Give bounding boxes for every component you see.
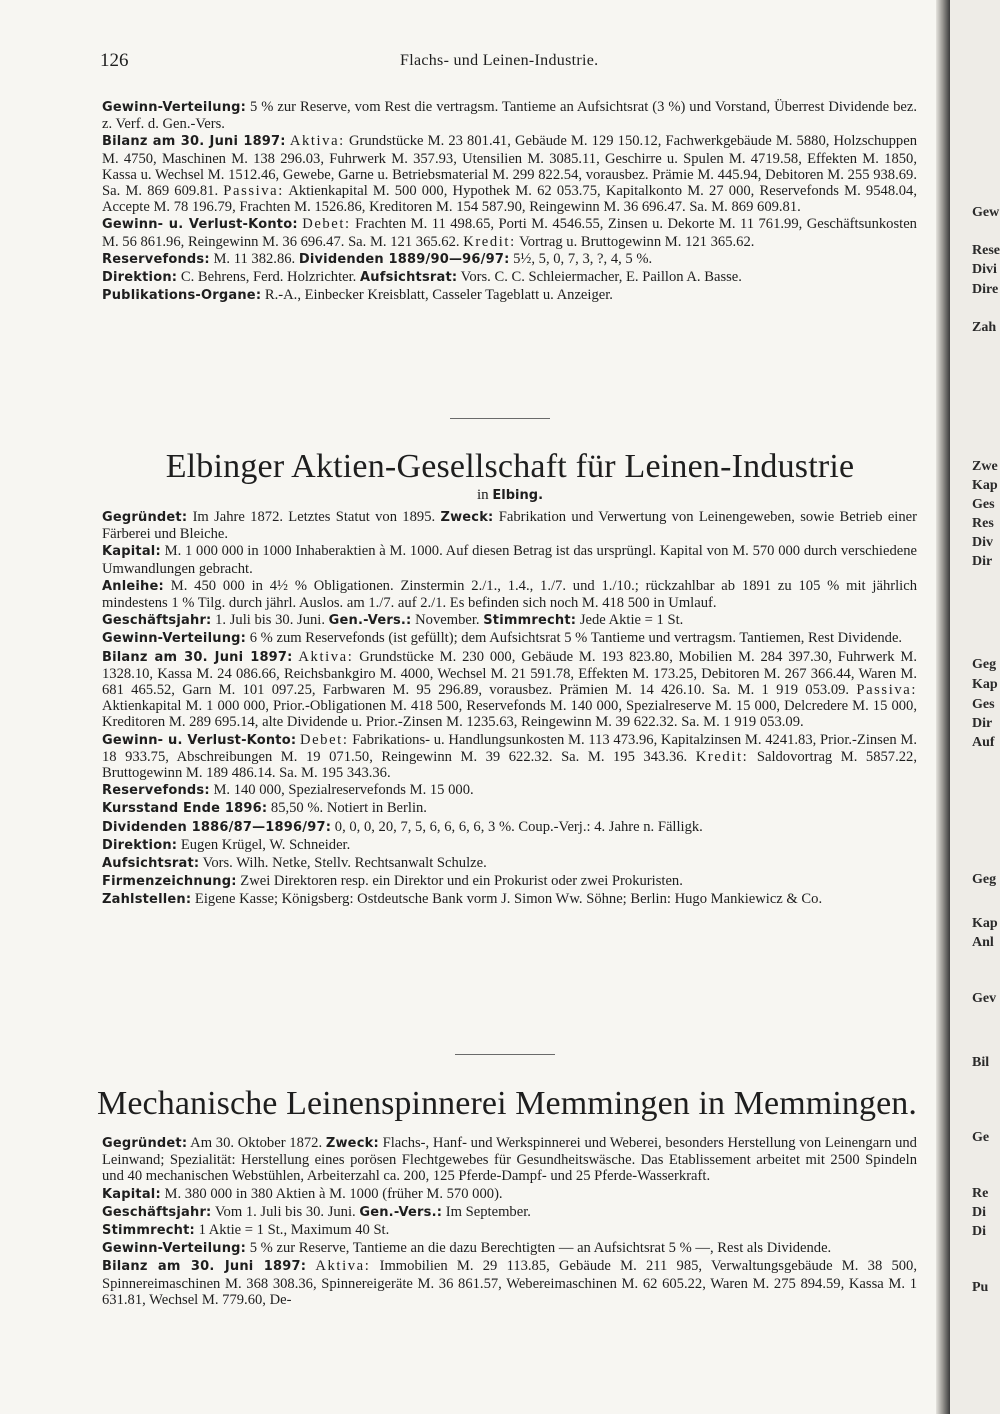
adjacent-page-fragment: Zah (972, 320, 997, 335)
adjacent-page-fragment: Bil (972, 1055, 990, 1070)
field-text: Am 30. Oktober 1872. (190, 1135, 323, 1151)
field-text: 6 % zum Reservefonds (ist gefüllt); dem Aufsichtsrat 5 % Tantieme und vertragsm. Tantiemen, Rest Dividende. (249, 630, 903, 647)
adjacent-page-fragment: Geg (972, 657, 997, 672)
field-text: Vors. C. C. Schleiermacher, E. Paillon A. Basse. (460, 269, 742, 286)
field-text: R.-A., Einbecker Kreisblatt, Casseler Tageblatt u. Anzeiger. (264, 287, 613, 304)
field-label: Dividenden 1886/87—1896/97: (102, 819, 332, 835)
field-text: Vors. Wilh. Netke, Stellv. Rechtsanwalt Schulze. (202, 855, 487, 872)
stimmrecht-paragraph (102, 1222, 917, 1239)
adjacent-page-fragment: Ge (972, 1130, 990, 1145)
gegruendet-paragraph (102, 509, 917, 542)
passiva-word: Passiva: (856, 682, 917, 699)
adjacent-page-fragment: Zwe (972, 459, 998, 474)
field-label: Direktion: (102, 837, 178, 853)
field-label: Stimmrecht: (483, 613, 577, 629)
field-label: Gegründet: (102, 510, 188, 525)
direktion-paragraph (102, 269, 917, 286)
adjacent-page-fragment: Div (972, 535, 993, 550)
adjacent-page-fragment: Gew (972, 205, 1000, 220)
field-label: Stimmrecht: (102, 1223, 195, 1239)
field-label: Anleihe: (102, 578, 164, 594)
field-text: Flachs-, Hanf- und Werkspinnerei und Weberei, besonders Herstellung von Leinengarn und Leinwand; Spezialität: Herstellung eines porösen Flechtgewebes für Gesundheitswäsche. Das Etablissement arbeitet mit 2500 Spindeln und 40 mechanischen Webstühlen, Arbeiterzahl ca. 200, 125 Pferde-Dampf- und 25 Pferde-Wasserkraft. (102, 1135, 917, 1185)
gewinn-verlust-paragraph (102, 216, 917, 249)
adjacent-page-fragment: Res (972, 516, 994, 531)
field-text: M. 450 000 in 4½ % Obligationen. Zinstermin 2./1., 1.4., 1./7. und 1./10.; rückzahlbar ab 1891 zu 105 % mit jährlich mindestens 1 % Tilg. durch jährl. Auslos. am 1./7. auf 2./1. Es befinden sich noch M. 418 500 in Umlauf. (102, 577, 918, 612)
aktiva-word: Aktiva: (298, 648, 354, 665)
field-text: M. 380 000 in 380 Aktien à M. 1000 (früher M. 570 000). (164, 1185, 503, 1202)
bilanz-paragraph (102, 1258, 917, 1308)
passiva-word: Passiva: (223, 183, 284, 200)
debet-text: Frachten M. 11 498.65, Porti M. 4546.55, Zinsen u. Dekorte M. 11 761.99, Geschäftsunkosten M. 56 861.96, Reingewinn M. 36 696.47. Sa. M. 121 365.62. (102, 216, 917, 250)
adjacent-page-fragment: Rese (972, 243, 1000, 258)
bilanz-paragraph (102, 133, 917, 215)
field-label: Aufsichtsrat: (102, 856, 200, 872)
field-label: Bilanz am 30. Juni 1897: (102, 649, 293, 665)
field-label: Reservefonds: (102, 251, 210, 267)
field-text: Im September. (445, 1203, 531, 1220)
field-text: Im Jahre 1872. Letztes Statut von 1895. (192, 509, 436, 525)
field-text: M. 11 382.86. (213, 250, 296, 267)
field-label: Gewinn-Verteilung: (102, 1241, 247, 1257)
zahlstellen-paragraph (102, 891, 917, 908)
running-head: Flachs- und Leinen-Industrie. (400, 52, 599, 69)
adjacent-page-fragment: Di (972, 1224, 986, 1239)
field-text: 5 % zur Reserve, Tantieme an die dazu Berechtigten — an Aufsichtsrat 5 % —, Rest als Dividende. (249, 1240, 832, 1257)
aktiva-word: Aktiva: (289, 133, 345, 150)
reserve-dividenden-paragraph (102, 251, 917, 268)
gewinn-verteilung-paragraph (102, 630, 917, 647)
company-title: Mechanische Leinenspinnerei Memmingen in Memmingen. (97, 1085, 917, 1122)
field-text: Fabrikation und Verwertung von Leinengeweben, sowie Betrieb einer Färberei und Bleiche. (102, 509, 917, 543)
field-text: 5 % zur Reserve, vom Rest die vertragsm. Tantieme an Aufsichtsrat (3 %) und Vorstand, Überrest Dividende bez. z. Verf. d. Gen.-Vers. (102, 99, 917, 133)
section-divider (450, 418, 550, 419)
location-prefix: in (476, 487, 489, 503)
field-label: Firmenzeichnung: (102, 874, 237, 890)
field-label: Gen.-Vers.: (328, 613, 412, 629)
adjacent-page-fragment: Kap (972, 478, 998, 493)
gegruendet-paragraph (102, 1135, 917, 1185)
company-entry-elbinger (102, 509, 917, 909)
field-label: Gewinn- u. Verlust-Konto: (102, 732, 297, 748)
adjacent-page-fragment: Dire (972, 282, 999, 297)
field-label: Gen.-Vers.: (359, 1204, 443, 1220)
adjacent-page-fragment: Dir (972, 554, 993, 569)
geschaeftsjahr-paragraph (102, 612, 917, 629)
passiva-text: Aktienkapital M. 1 000 000, Prior.-Obligationen M. 418 500, Reservefonds M. 140 000, Spezialreserve M. 15 000, Delcredere M. 15 000, Kreditoren M. 289 695.14, alte Dividende u. Prior.-Zinsen M. 1235.63, Reingewinn M. 39 622.32. Sa. M. 1 919 053.09. (102, 698, 917, 731)
kredit-text: Saldovortrag M. 5857.22, Bruttogewinn M. 189 486.14. Sa. M. 195 343.36. (102, 748, 917, 782)
adjacent-page-fragment: Ges (972, 497, 995, 512)
firmenzeichnung-paragraph (102, 873, 917, 890)
anleihe-paragraph (102, 578, 917, 611)
field-label: Geschäftsjahr: (102, 1204, 212, 1220)
gewinn-verteilung-paragraph (102, 99, 917, 132)
adjacent-page-fragment: Ges (972, 697, 995, 712)
kapital-paragraph (102, 543, 917, 576)
adjacent-page-fragment: Geg (972, 872, 997, 887)
field-text: C. Behrens, Ferd. Holzrichter. (180, 269, 357, 286)
field-label: Bilanz am 30. Juni 1897: (102, 1259, 307, 1275)
field-label: Gegründet: (102, 1136, 188, 1151)
company-title: Elbinger Aktien-Gesellschaft für Leinen-Industrie (165, 448, 855, 485)
page-header (100, 50, 920, 76)
field-text: Eigene Kasse; Königsberg: Ostdeutsche Bank vorm J. Simon Ww. Söhne; Berlin: Hugo Mankiewicz & Co. (194, 891, 823, 908)
reservefonds-paragraph (102, 782, 917, 799)
field-text: Vom 1. Juli bis 30. Juni. (214, 1203, 356, 1220)
field-label: Zweck: (325, 1136, 379, 1151)
location-name: Elbing. (492, 488, 544, 503)
field-text: 1. Juli bis 30. Juni. (215, 612, 325, 629)
field-text: 0, 0, 0, 20, 7, 5, 6, 6, 6, 6, 3 %. Coup.-Verj.: 4. Jahre n. Fälligk. (334, 818, 703, 835)
aufsichtsrat-paragraph (102, 855, 917, 872)
adjacent-page-fragment: Anl (972, 935, 994, 950)
field-text: Eugen Krügel, W. Schneider. (180, 836, 351, 853)
field-text: Jede Aktie = 1 St. (579, 612, 684, 629)
field-label: Zweck: (440, 510, 494, 525)
company-entry-memmingen (102, 1135, 917, 1308)
field-label: Kapital: (102, 1186, 161, 1202)
book-gutter (936, 0, 950, 1414)
adjacent-page-fragment: Re (972, 1186, 989, 1201)
passiva-text: Aktienkapital M. 500 000, Hypothek M. 62 053.75, Kapitalkonto M. 27 000, Reservefonds M. 9548.04, Accepte M. 78 196.79, Frachten M. 1526.86, Kreditoren M. 154 587.90, Reingewinn M. 36 696.47. Sa. M. 869 609.81. (102, 183, 918, 216)
field-label: Gewinn-Verteilung: (102, 631, 247, 647)
field-text: 85,50 %. Notiert in Berlin. (270, 800, 427, 817)
field-label: Bilanz am 30. Juni 1897: (102, 134, 286, 150)
aktiva-text: Immobilien M. 29 113.85, Gebäude M. 211 985, Verwaltungsgebäude M. 38 500, Spinnereimaschinen M. 368 308.36, Spinnereigeräte M. 36 861.57, Webereimaschinen M. 62 605.22, Waren M. 275 894.59, Kassa M. 1 631.81, Wechsel M. 779.60, De- (102, 1258, 917, 1308)
adjacent-page-fragment: Kap (972, 677, 998, 692)
adjacent-page-fragment: Gev (972, 991, 997, 1006)
geschaeftsjahr-paragraph (102, 1204, 917, 1221)
kapital-paragraph (102, 1186, 917, 1203)
section-divider (455, 1054, 555, 1055)
field-text: Zwei Direktoren resp. ein Direktor und ein Prokurist oder zwei Prokuristen. (240, 873, 683, 890)
field-label: Kursstand Ende 1896: (102, 801, 268, 817)
field-text: 1 Aktie = 1 St., Maximum 40 St. (198, 1222, 390, 1239)
field-label: Gewinn-Verteilung: (102, 100, 247, 115)
bilanz-paragraph (102, 649, 917, 731)
kredit-word: Kredit: (463, 233, 516, 250)
field-label: Reservefonds: (102, 783, 210, 799)
debet-word: Debet: (299, 731, 349, 748)
adjacent-page-fragment: Kap (972, 916, 998, 931)
field-text: 5½, 5, 0, 7, 3, ?, 4, 5 %. (513, 250, 653, 267)
field-text: M. 140 000, Spezialreservefonds M. 15 000. (213, 782, 474, 799)
field-label: Gewinn- u. Verlust-Konto: (102, 217, 298, 233)
aktiva-word: Aktiva: (315, 1258, 371, 1275)
kredit-text: Vortrag u. Bruttogewinn M. 121 365.62. (519, 233, 755, 250)
field-label: Kapital: (102, 544, 161, 560)
field-label: Dividenden 1889/90—96/97: (298, 251, 510, 267)
debet-text: Fabrikations- u. Handlungsunkosten M. 113 473.96, Kapitalzinsen M. 4241.83, Prior.-Zinsen M. 18 933.75, Abschreibungen M. 19 071.50, Reingewinn M. 39 622.32. Sa. M. 195 343.36. (102, 731, 917, 765)
field-text: M. 1 000 000 in 1000 Inhaberaktien à M. 1000. Auf diesen Betrag ist das ursprüngl. Kapital von M. 570 000 durch verschiedene Umwandlungen gebracht. (102, 543, 917, 577)
debet-word: Debet: (302, 216, 351, 233)
aktiva-text: Grundstücke M. 23 801.41, Gebäude M. 129 150.12, Fachwerkgebäude M. 5880, Holzschuppen M. 4750, Maschinen M. 138 296.03, Fuhrwerk M. 357.93, Utensilien M. 3085.11, Geschirre u. Spulen M. 4719.58, Effekten M. 1850, Kassa u. Wechsel M. 1512.46, Gewebe, Garne u. Betriebsmaterial M. 299 822.54, vorausbez. Prämie M. 445.94, Debitoren M. 255 938.69. Sa. M. 869 609.81. (102, 133, 917, 200)
kursstand-paragraph (102, 800, 917, 817)
adjacent-page-fragment: Divi (972, 262, 997, 277)
publikation-paragraph (102, 287, 917, 304)
direktion-paragraph (102, 837, 917, 854)
field-label: Geschäftsjahr: (102, 613, 212, 629)
company-location (100, 487, 920, 504)
page-number: 126 (100, 50, 129, 71)
gewinn-verteilung-paragraph (102, 1240, 917, 1257)
field-label: Zahlstellen: (102, 892, 192, 908)
kredit-word: Kredit: (695, 748, 749, 765)
gewinn-verlust-paragraph (102, 732, 917, 782)
adjacent-page-fragment: Auf (972, 735, 995, 750)
company-entry-continued (102, 99, 917, 304)
field-label: Aufsichtsrat: (360, 270, 458, 286)
field-text: November. (415, 612, 480, 629)
aktiva-text: Grundstücke M. 230 000, Gebäude M. 193 823.80, Mobilien M. 284 397.30, Fuhrwerk M. 1328.10, Kassa M. 24 086.66, Reichsbankgiro M. 4000, Wechsel M. 21 591.78, Effekten M. 173.25, Debitoren M. 267 366.44, Waren M. 681 465.52, Garn M. 101 097.25, Farbwaren M. 95 296.89, vorausbez. Prämien M. 14 426.10. Sa. M. 1 919 053.09. (102, 648, 917, 699)
adjacent-page-edge (950, 0, 1000, 1414)
adjacent-page-fragment: Pu (972, 1280, 989, 1295)
dividenden-paragraph (102, 819, 917, 836)
field-label: Publikations-Organe: (102, 288, 262, 304)
adjacent-page-fragment: Dir (972, 716, 993, 731)
field-label: Direktion: (102, 270, 178, 286)
adjacent-page-fragment: Di (972, 1205, 986, 1220)
